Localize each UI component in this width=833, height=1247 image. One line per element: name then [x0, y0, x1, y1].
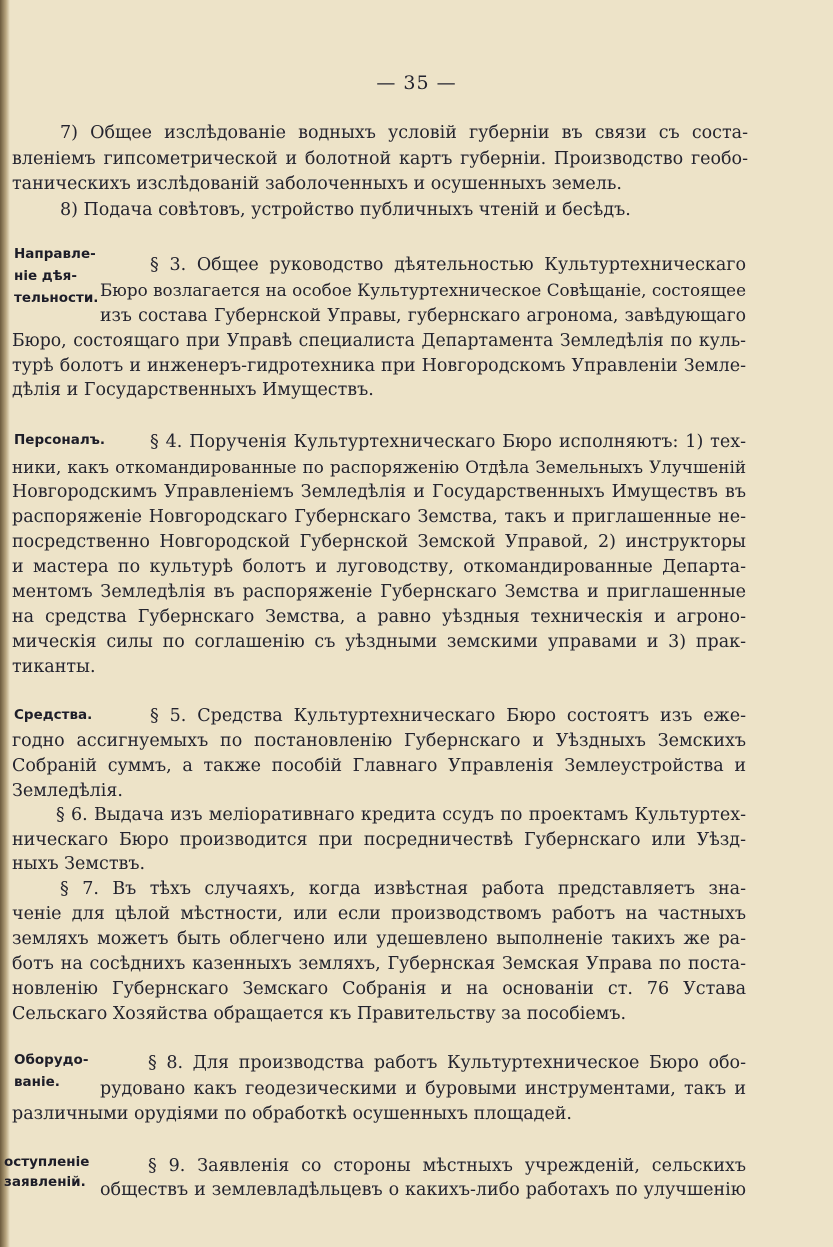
text-line: на средства Губернскаго Земства, а равно уѣздныя техническія и агроно- — [12, 607, 746, 627]
text-line: § 5. Средства Культуртехническаго Бюро состоятъ изъ еже- — [150, 706, 746, 726]
margin-note-direction-3: тельности. — [14, 290, 99, 306]
book-spine-shadow — [0, 0, 10, 1247]
page-number: — 35 — — [376, 72, 457, 94]
text-line: 8) Подача совѣтовъ, устройство публичныхъ чтеній и бесѣдъ. — [60, 200, 631, 220]
text-line: Собраній суммъ, а также пособій Главнаго Управленія Землеустройства и — [12, 756, 746, 776]
text-line: Земледѣлія. — [12, 781, 123, 801]
margin-note-direction-1: Направле- — [14, 246, 96, 262]
text-line: и мастера по культурѣ болотъ и луговодству, откомандированные Департа- — [12, 557, 746, 577]
text-line: § 6. Выдача изъ меліоративнаго кредита ссудъ по проектамъ Культуртех- — [56, 805, 746, 825]
text-line: изъ состава Губернской Управы, губернскаго агронома, завѣдующаго — [100, 306, 746, 326]
text-line: ники, какъ откомандированные по распоряженію Отдѣла Земельныхъ Улучшеній — [12, 457, 746, 477]
text-line: § 8. Для производства работъ Культуртехническое Бюро обо- — [148, 1053, 746, 1073]
text-line: ментомъ Земледѣлія въ распоряженіе Губернскаго Земства и приглашенные — [12, 582, 746, 602]
text-line: Новгородскимъ Управленіемъ Земледѣлія и Государственныхъ Имуществъ въ — [12, 482, 746, 502]
margin-note-personnel: Персоналъ. — [14, 432, 105, 448]
text-line: распоряженіе Новгородскаго Губернскаго Земства, такъ и приглашенные не- — [12, 507, 746, 527]
text-line: различными орудіями по обработкѣ осушенныхъ площадей. — [12, 1104, 572, 1124]
text-line: § 3. Общее руководство дѣятельностью Культуртехническаго — [150, 255, 746, 275]
text-line: Бюро возлагается на особое Культуртехническое Совѣщаніе, состоящее — [100, 280, 746, 300]
margin-note-equipment-1: Оборудо- — [14, 1052, 89, 1068]
text-line: посредственно Новгородской Губернской Земской Управой, 2) инструкторы — [12, 532, 746, 552]
text-line: 7) Общее изслѣдованіе водныхъ условій губерніи въ связи съ соста- — [60, 123, 748, 143]
text-line: земляхъ можетъ быть облегчено или удешевлено выполненіе такихъ же ра- — [12, 929, 746, 949]
margin-note-direction-2: ніе дѣя- — [14, 268, 77, 284]
text-line: ченіе для цѣлой мѣстности, или если производствомъ работъ на частныхъ — [12, 904, 746, 924]
margin-note-applications-1: оступленіе — [4, 1154, 90, 1170]
margin-note-applications-2: заявленій. — [4, 1174, 86, 1190]
margin-note-funds: Средства. — [14, 707, 93, 723]
text-line: дѣлія и Государственныхъ Имуществъ. — [12, 380, 374, 400]
text-line: турѣ болотъ и инженеръ-гидротехника при Новгородскомъ Управленіи Земле- — [12, 356, 746, 376]
text-line: годно ассигнуемыхъ по постановленію Губернскаго и Уѣздныхъ Земскихъ — [12, 731, 746, 751]
text-line: таническихъ изслѣдованій заболоченныхъ и осушенныхъ земель. — [12, 174, 622, 194]
text-line: Сельскаго Хозяйства обращается къ Правительству за пособіемъ. — [12, 1004, 627, 1024]
margin-note-equipment-2: ваніе. — [14, 1074, 60, 1090]
text-line: новленію Губернскаго Земскаго Собранія и на основаніи ст. 76 Устава — [12, 979, 746, 999]
text-line: мическія силы по соглашенію съ уѣздными земскими управами и 3) прак- — [12, 632, 746, 652]
text-line: ныхъ Земствъ. — [12, 854, 146, 874]
text-line: рудовано какъ геодезическими и буровыми инструментами, такъ и — [100, 1079, 746, 1099]
text-line: Бюро, состоящаго при Управѣ специалиста Департамента Земледѣлія по куль- — [12, 331, 746, 351]
text-line: вленіемъ гипсометрической и болотной картъ губерніи. Производство геобо- — [12, 149, 748, 169]
text-line: § 7. Въ тѣхъ случаяхъ, когда извѣстная работа представляетъ зна- — [60, 879, 746, 899]
text-line: ботъ на сосѣднихъ казенныхъ земляхъ, Губернская Земская Управа по поста- — [12, 954, 746, 974]
text-line: § 4. Порученія Культуртехническаго Бюро исполняютъ: 1) тех- — [150, 432, 746, 452]
text-line: ническаго Бюро производится при посредничествѣ Губернскаго или Уѣзд- — [12, 830, 746, 850]
text-line: тиканты. — [12, 657, 96, 677]
text-line: обществъ и землевладѣльцевъ о какихъ-либо работахъ по улучшенію — [100, 1180, 746, 1200]
text-line: § 9. Заявленія со стороны мѣстныхъ учрежденій, сельскихъ — [148, 1156, 746, 1176]
